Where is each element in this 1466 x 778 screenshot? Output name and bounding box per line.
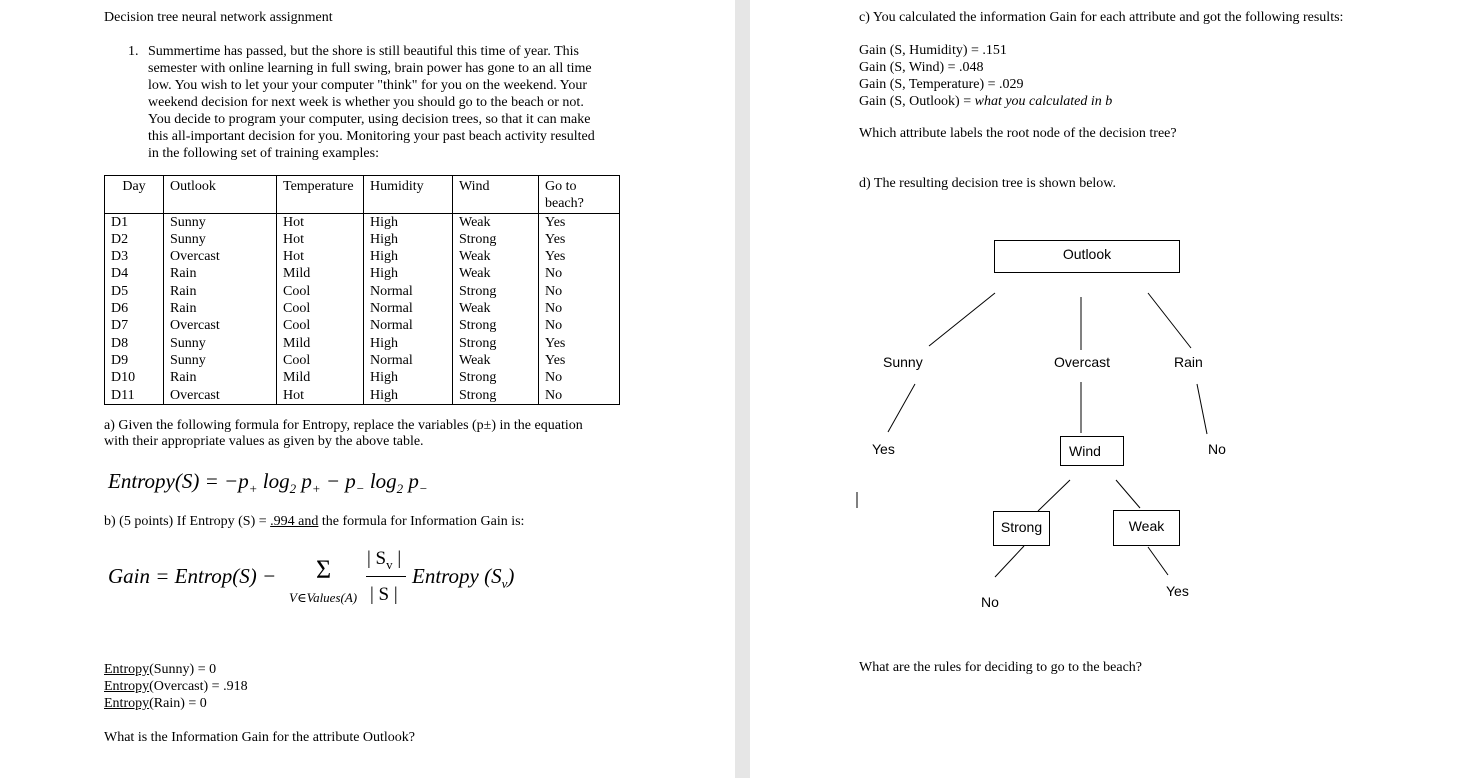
entropy-p-2: p xyxy=(403,469,419,493)
table-row xyxy=(105,265,620,282)
q1-line-6: this all-important decision for you. Monitoring your past beach activity resulted xyxy=(148,129,595,144)
tree-node-strong: Strong xyxy=(993,511,1050,546)
cell-go-to-beach: No xyxy=(539,300,620,317)
leaf-sunny-yes: Yes xyxy=(872,441,895,457)
cell-outlook: Sunny xyxy=(164,352,277,369)
entropy-overcast xyxy=(104,678,248,695)
entropy-values xyxy=(104,661,248,712)
question-c-intro: c) You calculated the information Gain for each attribute and got the following results: xyxy=(859,10,1344,25)
edge-weak-yes xyxy=(1148,547,1168,575)
edge-strong-no xyxy=(995,546,1024,577)
table-row xyxy=(105,387,620,405)
branch-overcast: Overcast xyxy=(1054,354,1111,370)
col-header-wind: Wind xyxy=(453,176,539,214)
rules-question: What are the rules for deciding to go to the beach? xyxy=(859,660,1142,675)
numerator-end: | xyxy=(392,548,402,569)
fraction-numerator xyxy=(367,548,401,573)
table-row xyxy=(105,369,620,386)
q1-line-4: weekend decision for next week is whether you should go to the beach or not. xyxy=(148,95,584,110)
cell-day: D8 xyxy=(105,335,164,352)
cell-temperature: Cool xyxy=(277,352,364,369)
entropy-sub-plus-2: + xyxy=(311,481,321,497)
question-b-suffix: the formula for Information Gain is: xyxy=(318,514,525,529)
entropy-sub-minus-2: − xyxy=(418,481,428,497)
entropy-log-2: log xyxy=(364,469,397,493)
numerator-sub: v xyxy=(386,556,393,572)
table-row xyxy=(105,283,620,300)
cell-outlook: Sunny xyxy=(164,213,277,231)
entropy-p-1: p xyxy=(296,469,312,493)
cell-humidity: High xyxy=(364,369,453,386)
gain-wind: Gain (S, Wind) = .048 xyxy=(859,60,984,75)
cell-humidity: High xyxy=(364,231,453,248)
document-title: Decision tree neural network assignment xyxy=(104,10,333,25)
cell-go-to-beach: Yes xyxy=(539,248,620,265)
question-b xyxy=(104,513,524,530)
gain-formula-rhs xyxy=(412,564,514,592)
cell-humidity: High xyxy=(364,213,453,231)
cell-wind: Weak xyxy=(453,265,539,282)
cell-wind: Strong xyxy=(453,317,539,334)
table-row xyxy=(105,317,620,334)
cell-outlook: Sunny xyxy=(164,231,277,248)
entropy-sub-minus: − xyxy=(355,481,365,497)
cell-humidity: Normal xyxy=(364,300,453,317)
cell-temperature: Hot xyxy=(277,248,364,265)
q1-line-2: semester with online learning in full swing, brain power has gone to an all time xyxy=(148,61,592,76)
cell-go-to-beach: Yes xyxy=(539,352,620,369)
cell-humidity: High xyxy=(364,387,453,405)
q1-line-3: low. You wish to let your your computer "think" for you on the weekend. Your xyxy=(148,78,588,93)
question-b-prefix: b) (5 points) If Entropy (S) = xyxy=(104,514,271,529)
cell-temperature: Hot xyxy=(277,231,364,248)
col-header-outlook: Outlook xyxy=(164,176,277,214)
col-header-go-to-beach: Go to beach? xyxy=(539,176,620,214)
cell-humidity: Normal xyxy=(364,352,453,369)
sum-under-label: V∈Values(A) xyxy=(289,590,358,605)
branch-rain: Rain xyxy=(1174,354,1203,370)
entropy-base-2: 2 xyxy=(396,481,404,497)
entropy-overcast-label: Entropy xyxy=(104,679,150,694)
cell-humidity: High xyxy=(364,248,453,265)
q1-line-5: You decide to program your computer, using decision trees, so that it can make xyxy=(148,112,591,127)
cell-humidity: Normal xyxy=(364,317,453,334)
col-header-humidity: Humidity xyxy=(364,176,453,214)
cell-outlook: Rain xyxy=(164,265,277,282)
cell-day: D2 xyxy=(105,231,164,248)
leaf-strong-no: No xyxy=(981,594,999,610)
cell-day: D1 xyxy=(105,213,164,231)
cell-temperature: Mild xyxy=(277,265,364,282)
cell-outlook: Rain xyxy=(164,369,277,386)
gain-formula-lhs: Gain = Entrop(S) − xyxy=(108,564,277,588)
question-information-gain: What is the Information Gain for the attribute Outlook? xyxy=(104,730,416,745)
cell-temperature: Cool xyxy=(277,300,364,317)
cell-wind: Weak xyxy=(453,352,539,369)
cell-wind: Strong xyxy=(453,231,539,248)
edge-root-sunny xyxy=(929,293,995,346)
cell-day: D6 xyxy=(105,300,164,317)
rhs-end: ) xyxy=(507,564,515,588)
question-number: 1. xyxy=(128,44,139,59)
question-a-line-1: a) Given the following formula for Entropy, replace the variables (p±) in the equation xyxy=(104,418,583,433)
training-examples-table xyxy=(104,175,620,405)
table-body xyxy=(105,213,620,404)
cell-temperature: Mild xyxy=(277,369,364,386)
cell-go-to-beach: No xyxy=(539,387,620,405)
col-header-day: Day xyxy=(105,176,164,214)
cell-humidity: High xyxy=(364,335,453,352)
edge-wind-strong xyxy=(1038,480,1070,511)
cell-go-to-beach: Yes xyxy=(539,231,620,248)
edge-rain-no xyxy=(1197,384,1207,434)
q1-line-7: in the following set of training examples: xyxy=(148,146,379,161)
cell-day: D10 xyxy=(105,369,164,386)
edge-root-rain xyxy=(1148,293,1191,348)
table-row xyxy=(105,248,620,265)
col-header-temperature: Temperature xyxy=(277,176,364,214)
table-row xyxy=(105,352,620,369)
cell-humidity: High xyxy=(364,265,453,282)
sigma-symbol: Σ xyxy=(316,555,332,584)
cell-temperature: Hot xyxy=(277,213,364,231)
cell-day: D4 xyxy=(105,265,164,282)
gain-temperature: Gain (S, Temperature) = .029 xyxy=(859,77,1024,92)
cell-wind: Weak xyxy=(453,248,539,265)
page-gutter xyxy=(735,0,750,778)
table-row xyxy=(105,231,620,248)
table-row xyxy=(105,335,620,352)
q1-line-1: Summertime has passed, but the shore is still beautiful this time of year. This xyxy=(148,44,579,59)
entropy-rain xyxy=(104,695,248,712)
cell-outlook: Overcast xyxy=(164,387,277,405)
cell-outlook: Overcast xyxy=(164,317,277,334)
edge-wind-weak xyxy=(1116,480,1140,508)
gain-outlook-note: what you calculated in b xyxy=(974,94,1113,109)
question-d: d) The resulting decision tree is shown below. xyxy=(859,176,1117,191)
leaf-rain-no: No xyxy=(1208,441,1226,457)
cell-outlook: Rain xyxy=(164,300,277,317)
cell-day: D9 xyxy=(105,352,164,369)
cell-go-to-beach: No xyxy=(539,265,620,282)
cell-day: D3 xyxy=(105,248,164,265)
rhs-sub: v xyxy=(501,576,508,592)
table-row xyxy=(105,213,620,231)
entropy-sunny-label: Entropy xyxy=(104,662,150,677)
entropy-formula xyxy=(108,469,428,497)
cell-wind: Strong xyxy=(453,387,539,405)
fraction-denominator: | S | xyxy=(370,584,398,605)
question-b-value: .994 and xyxy=(270,514,319,529)
cell-wind: Strong xyxy=(453,369,539,386)
cell-day: D11 xyxy=(105,387,164,405)
cell-outlook: Rain xyxy=(164,283,277,300)
rhs-text: Entropy (S xyxy=(412,564,502,588)
entropy-log-1: log xyxy=(257,469,290,493)
cell-temperature: Cool xyxy=(277,283,364,300)
right-document-page xyxy=(750,0,1466,778)
cell-outlook: Sunny xyxy=(164,335,277,352)
cell-temperature: Mild xyxy=(277,335,364,352)
edge-sunny-yes xyxy=(888,384,915,432)
entropy-sunny xyxy=(104,661,248,678)
branch-sunny: Sunny xyxy=(883,354,923,370)
cell-go-to-beach: No xyxy=(539,283,620,300)
tree-node-weak: Weak xyxy=(1113,510,1180,546)
tree-node-wind: Wind xyxy=(1060,436,1124,466)
leaf-weak-yes: Yes xyxy=(1166,583,1189,599)
entropy-base-1: 2 xyxy=(289,481,297,497)
entropy-minus: − p xyxy=(320,469,356,493)
entropy-sub-plus: + xyxy=(248,481,258,497)
cell-temperature: Hot xyxy=(277,387,364,405)
cell-go-to-beach: Yes xyxy=(539,213,620,231)
gain-humidity: Gain (S, Humidity) = .151 xyxy=(859,43,1007,58)
gain-outlook-label: Gain (S, Outlook) = xyxy=(859,94,975,109)
tree-root-outlook: Outlook xyxy=(994,240,1180,273)
table-row xyxy=(105,300,620,317)
cell-wind: Weak xyxy=(453,300,539,317)
entropy-rain-value: (Rain) = 0 xyxy=(149,696,207,711)
question-1-text xyxy=(148,43,595,162)
fraction-bar xyxy=(366,576,406,577)
entropy-rain-label: Entropy xyxy=(104,696,150,711)
cell-go-to-beach: No xyxy=(539,369,620,386)
cell-wind: Strong xyxy=(453,283,539,300)
question-a-line-2: with their appropriate values as given by the above table. xyxy=(104,434,424,449)
numerator-text: | S xyxy=(367,548,387,569)
cell-wind: Strong xyxy=(453,335,539,352)
cell-outlook: Overcast xyxy=(164,248,277,265)
cell-day: D7 xyxy=(105,317,164,334)
cell-go-to-beach: No xyxy=(539,317,620,334)
cell-humidity: Normal xyxy=(364,283,453,300)
cell-go-to-beach: Yes xyxy=(539,335,620,352)
entropy-lhs: Entropy(S) = −p xyxy=(108,469,249,493)
table-header-row xyxy=(105,176,620,214)
entropy-overcast-value: (Overcast) = .918 xyxy=(149,679,248,694)
entropy-sunny-value: (Sunny) = 0 xyxy=(149,662,217,677)
cell-day: D5 xyxy=(105,283,164,300)
cell-wind: Weak xyxy=(453,213,539,231)
cell-temperature: Cool xyxy=(277,317,364,334)
root-node-question: Which attribute labels the root node of the decision tree? xyxy=(859,126,1177,141)
